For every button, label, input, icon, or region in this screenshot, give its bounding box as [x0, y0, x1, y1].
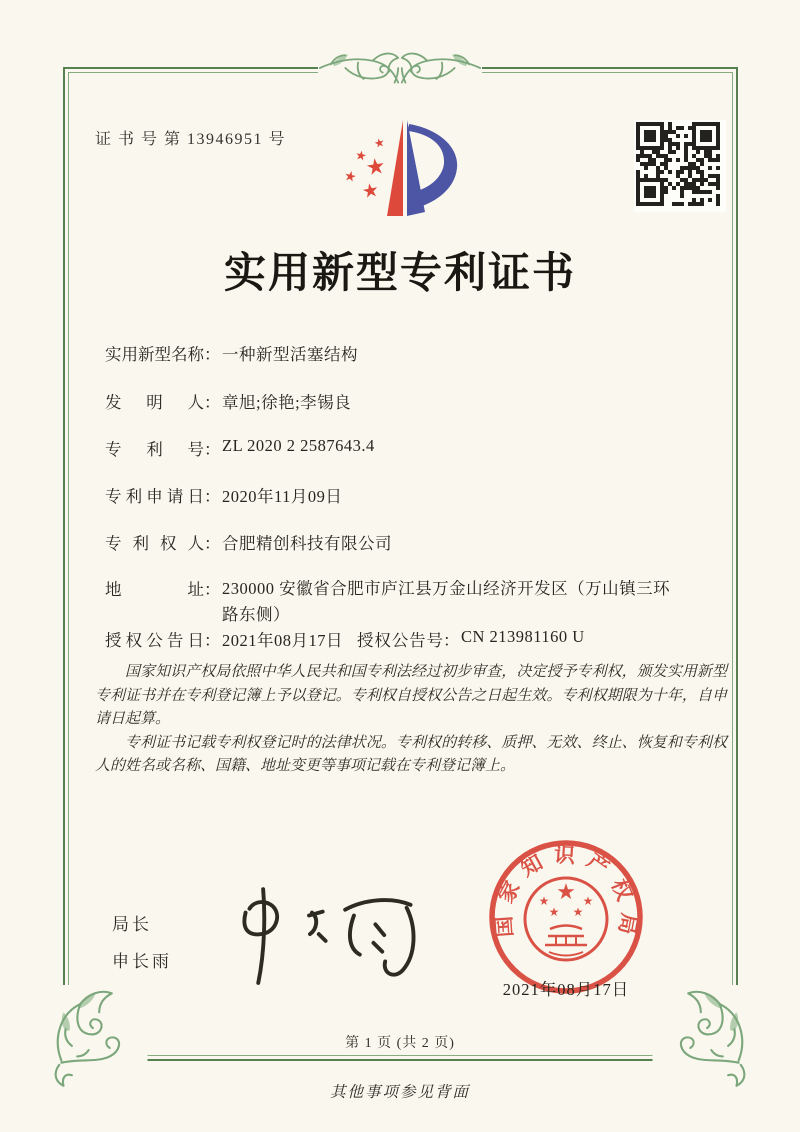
- field-colon: ：: [204, 440, 221, 459]
- grant-number-value: CN 213981160 U: [461, 627, 585, 646]
- seal-text: 国家知识产权局: [492, 843, 641, 947]
- field-label: 发明人: [105, 393, 204, 412]
- field-label: 实用新型名称: [105, 345, 204, 364]
- field-label: 专利号: [105, 440, 204, 459]
- qr-code: [634, 120, 726, 212]
- logo-star-icon: ★: [372, 134, 387, 152]
- field-label: 专利权人: [105, 534, 204, 553]
- field-colon: ：: [204, 534, 221, 553]
- legal-text-block: [95, 661, 727, 779]
- seal-gate-roof: [550, 926, 582, 930]
- field-row-inventors: [105, 389, 351, 413]
- field-row-grant: [105, 627, 725, 651]
- field-value: 2020年11月09日: [222, 487, 343, 506]
- logo-star-icon: ★: [360, 178, 381, 204]
- field-value: 章旭;徐艳;李锡良: [222, 393, 352, 412]
- field-row-filing-date: [105, 483, 342, 507]
- logo-star-icon: ★: [342, 167, 359, 187]
- page-number: 第 1 页 (共 2 页): [345, 1036, 455, 1051]
- grant-date-value: 2021年08月17日: [222, 631, 343, 650]
- field-label: 专利申请日: [105, 487, 204, 506]
- logo-star-icon: ★: [364, 153, 388, 182]
- seal-small-star-icon: ★: [538, 894, 550, 908]
- field-colon: ：: [204, 393, 221, 412]
- certificate-number: 证 书 号 第 13946951 号: [95, 131, 287, 148]
- field-label: 授权公告号: [357, 631, 443, 650]
- seal-small-star-icon: ★: [572, 905, 584, 919]
- field-value: 230000 安徽省合肥市庐江县万金山经济开发区（万山镇三环路东侧）: [222, 579, 671, 624]
- field-colon: ：: [204, 580, 221, 599]
- field-colon: ：: [204, 631, 221, 650]
- back-side-note: 其他事项参见背面: [329, 1084, 470, 1101]
- grant-number-pair: [357, 627, 585, 651]
- field-row-name: [105, 341, 358, 365]
- signer-title: 局长: [112, 915, 152, 934]
- commissioner-signature: [228, 882, 433, 994]
- logo-star-icon: ★: [353, 148, 368, 165]
- field-row-patentee: [105, 530, 392, 554]
- field-row-patent-number: [105, 436, 375, 460]
- legal-paragraph-2: 专利证书记载专利权登记时的法律状况。专利权的转移、质押、无效、终止、恢复和专利权人的姓名或名称、国籍、地址变更等事项记载在专利登记簿上。: [95, 734, 727, 774]
- field-colon: ：: [204, 487, 221, 506]
- legal-paragraph-1: 国家知识产权局依照中华人民共和国专利法经过初步审查，决定授予专利权，颁发实用新型专利证书并在专利登记簿上予以登记。专利权自授权公告之日起生效。专利权期限为十年，自申请日起算。: [95, 664, 727, 727]
- field-value: ZL 2020 2 2587643.4: [222, 436, 375, 455]
- field-value: 一种新型活塞结构: [222, 345, 358, 364]
- certificate-title: 实用新型专利证书: [223, 251, 576, 297]
- seal-big-star-icon: ★: [556, 880, 576, 905]
- field-label: 授权公告日: [105, 631, 204, 650]
- field-label: 地址: [105, 580, 204, 599]
- seal-small-star-icon: ★: [582, 894, 594, 908]
- seal-small-star-icon: ★: [548, 905, 560, 919]
- signer-name: 申长雨: [112, 952, 172, 971]
- field-colon: ：: [204, 345, 221, 364]
- official-seal: [486, 837, 646, 997]
- field-value: 合肥精创科技有限公司: [222, 534, 392, 553]
- field-colon: ：: [443, 631, 460, 650]
- seal-date: 2021年08月17日: [502, 980, 630, 999]
- field-row-address: [105, 576, 674, 627]
